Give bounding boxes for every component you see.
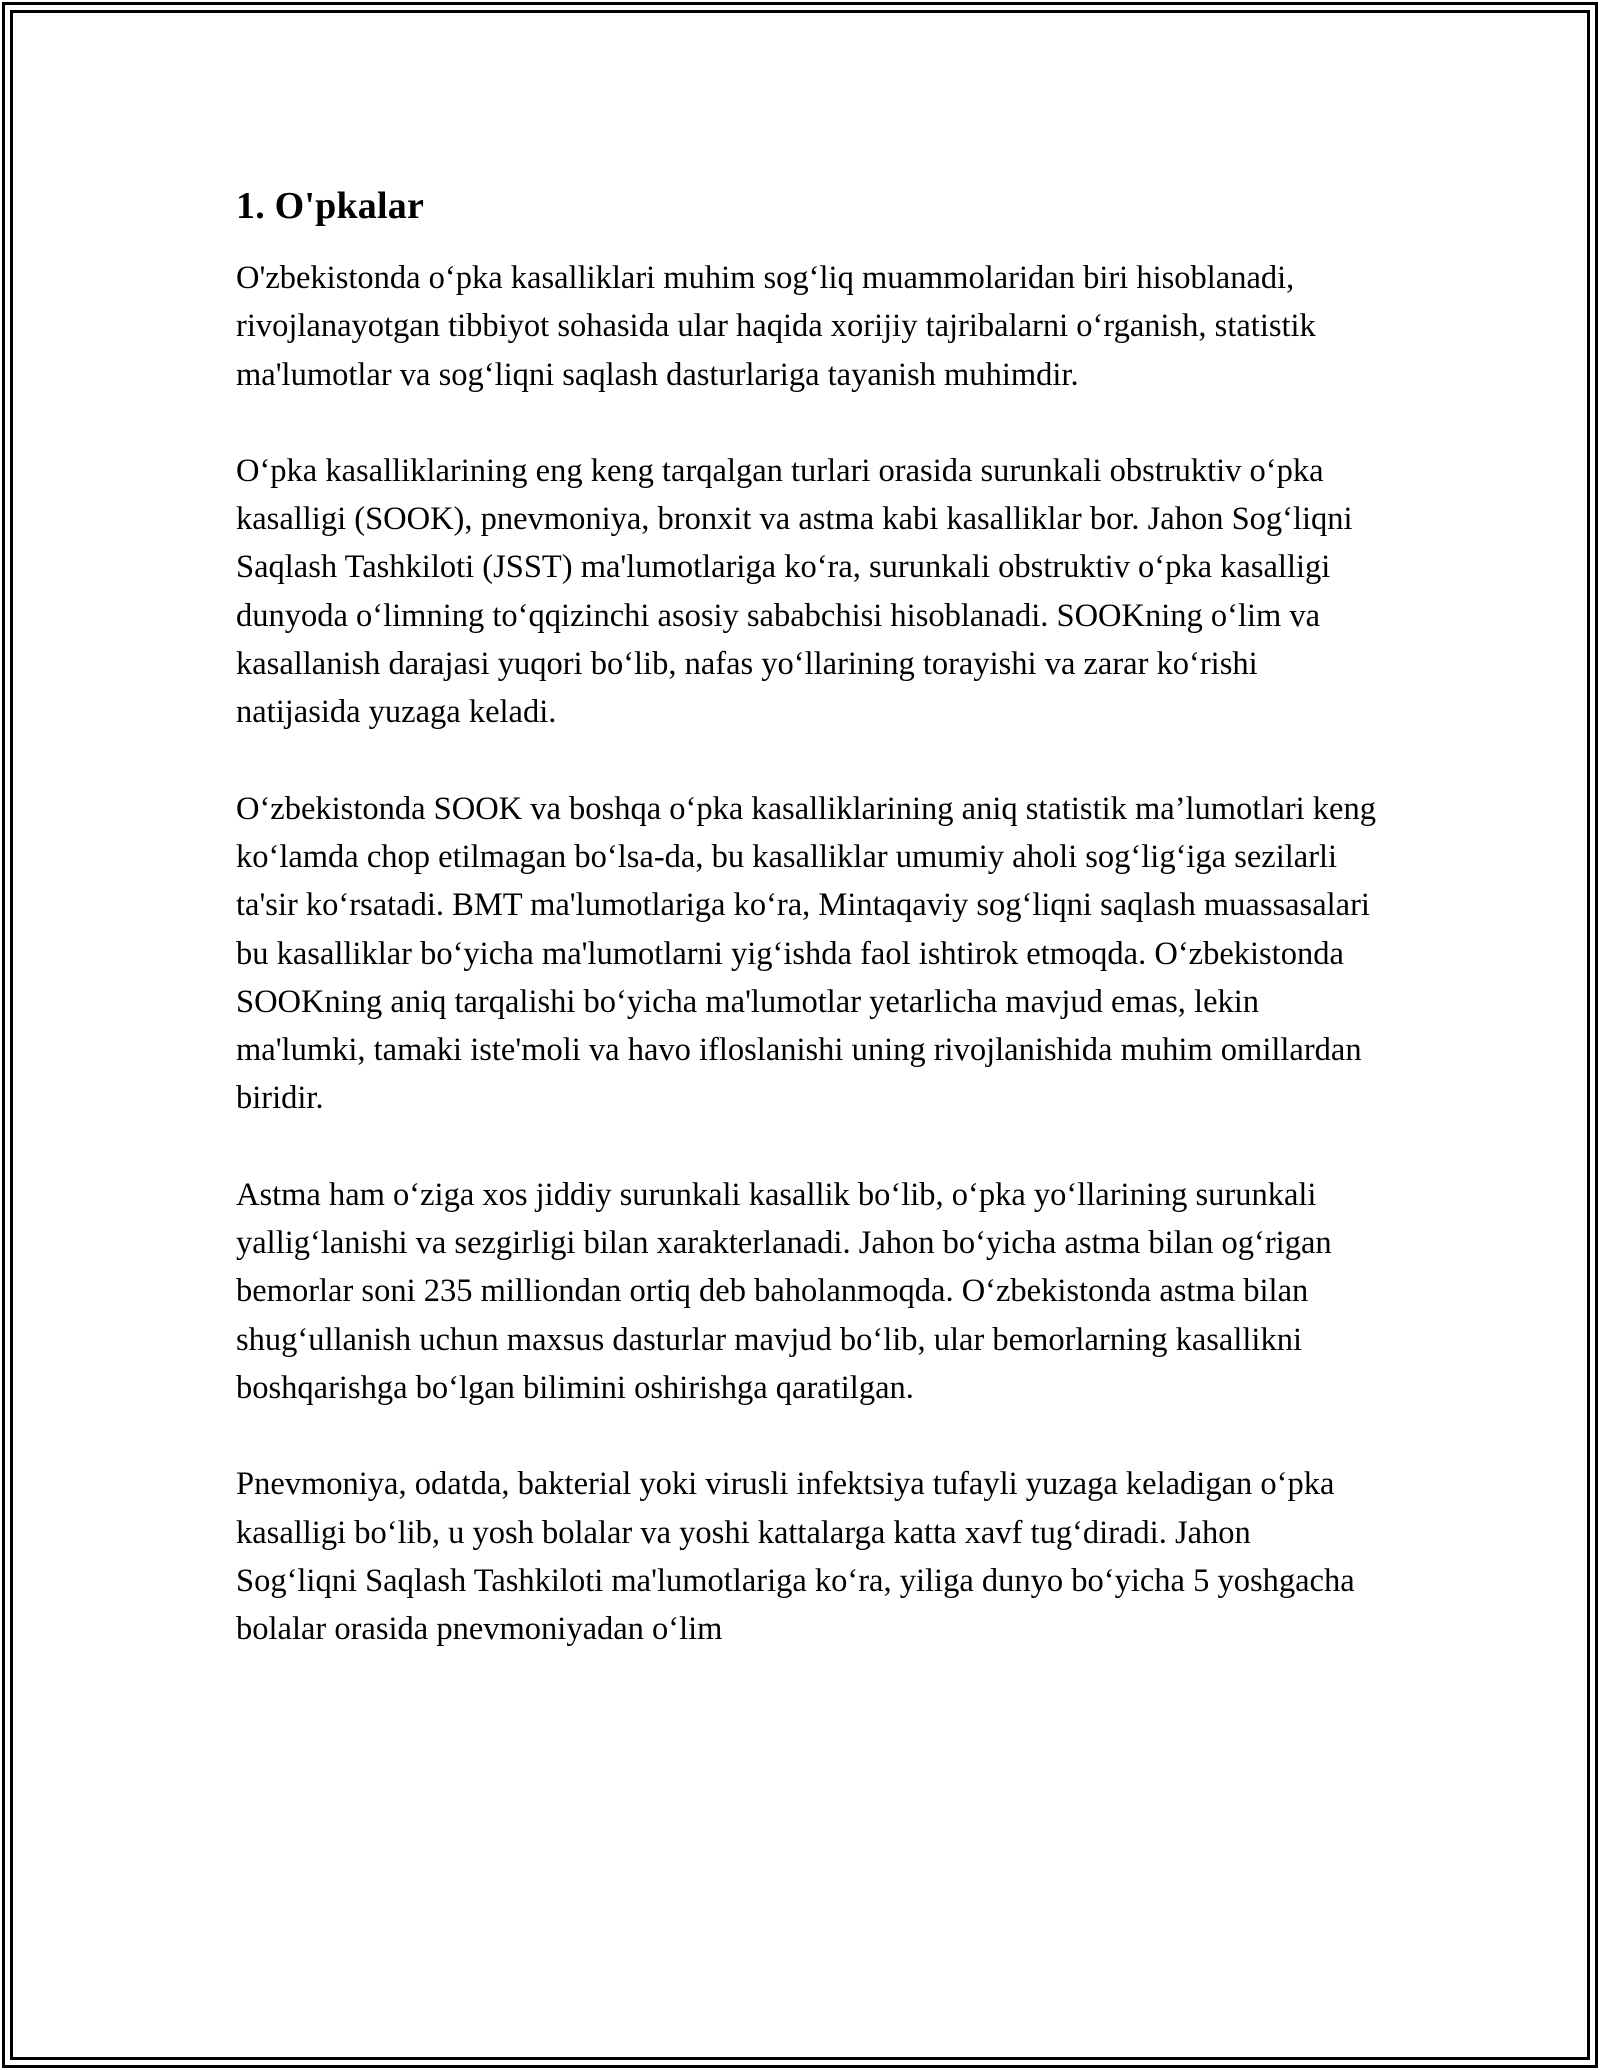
paragraph-asthma: Astma ham o‘ziga xos jiddiy surunkali kasallik bo‘lib, o‘pka yo‘llarining surunkali yallig‘lanishi va sezgirligi bilan xarakterlanadi. Jahon bo‘yicha astma bilan og‘rigan bemorlar soni 235 milliondan ortiq deb baholanmoqda. O‘zbekistonda astma bilan shug‘ullanish uchun maxsus dasturlar mavjud bo‘lib, ular bemorlarning kasallikni boshqarishga bo‘lgan bilimini oshirishga qaratilgan. (236, 1176, 1332, 1406)
paragraph-list (236, 254, 1376, 1653)
paragraph-intro: O'zbekistonda o‘pka kasalliklari muhim sog‘liq muammolaridan biri hisoblanadi, rivojlanayotgan tibbiyot sohasida ular haqida xorijiy tajribalarni o‘rganish, statistik ma'lumotlar va sog‘liqni saqlash dasturlariga tayanish muhimdir. (236, 260, 1316, 393)
document-body (236, 182, 1376, 1701)
section-heading: 1. O'pkalar (236, 185, 425, 227)
paragraph-pneumonia: Pnevmoniya, odatda, bakterial yoki virusli infektsiya tufayli yuzaga keladigan o‘pka kasalligi bo‘lib, u yosh bolalar va yoshi kattalarga katta xavf tug‘diradi. Jahon Sog‘liqni Saqlash Tashkiloti ma'lumotlariga ko‘ra, yiliga dunyo bo‘yicha 5 yoshgacha bolalar orasida pnevmoniyadan o‘lim (236, 1466, 1355, 1648)
paragraph-statistics: O‘zbekistonda SOOK va boshqa o‘pka kasalliklarining aniq statistik ma’lumotlari keng ko‘lamda chop etilmagan bo‘lsa-da, bu kasalliklar umumiy aholi sog‘lig‘iga sezilarli ta'sir ko‘rsatadi. BMT ma'lumotlariga ko‘ra, Mintaqaviy sog‘liqni saqlash muassasalari bu kasalliklar bo‘yicha ma'lumotlarni yig‘ishda faol ishtirok etmoqda. O‘zbekistonda SOOKning aniq tarqalishi bo‘yicha ma'lumotlar yetarlicha mavjud emas, lekin ma'lumki, tamaki iste'moli va havo ifloslanishi uning rivojlanishida muhim omillardan biridir. (236, 790, 1376, 1117)
paragraph-types: O‘pka kasalliklarining eng keng tarqalgan turlari orasida surunkali obstruktiv o‘pka kasalligi (SOOK), pnevmoniya, bronxit va astma kabi kasalliklar bor. Jahon Sog‘liqni Saqlash Tashkiloti (JSST) ma'lumotlariga ko‘ra, surunkali obstruktiv o‘pka kasalligi dunyoda o‘limning to‘qqizinchi asosiy sababchisi hisoblanadi. SOOKning o‘lim va kasallanish darajasi yuqori bo‘lib, nafas yo‘llarining torayishi va zarar ko‘rishi natijasida yuzaga keladi. (236, 452, 1353, 731)
